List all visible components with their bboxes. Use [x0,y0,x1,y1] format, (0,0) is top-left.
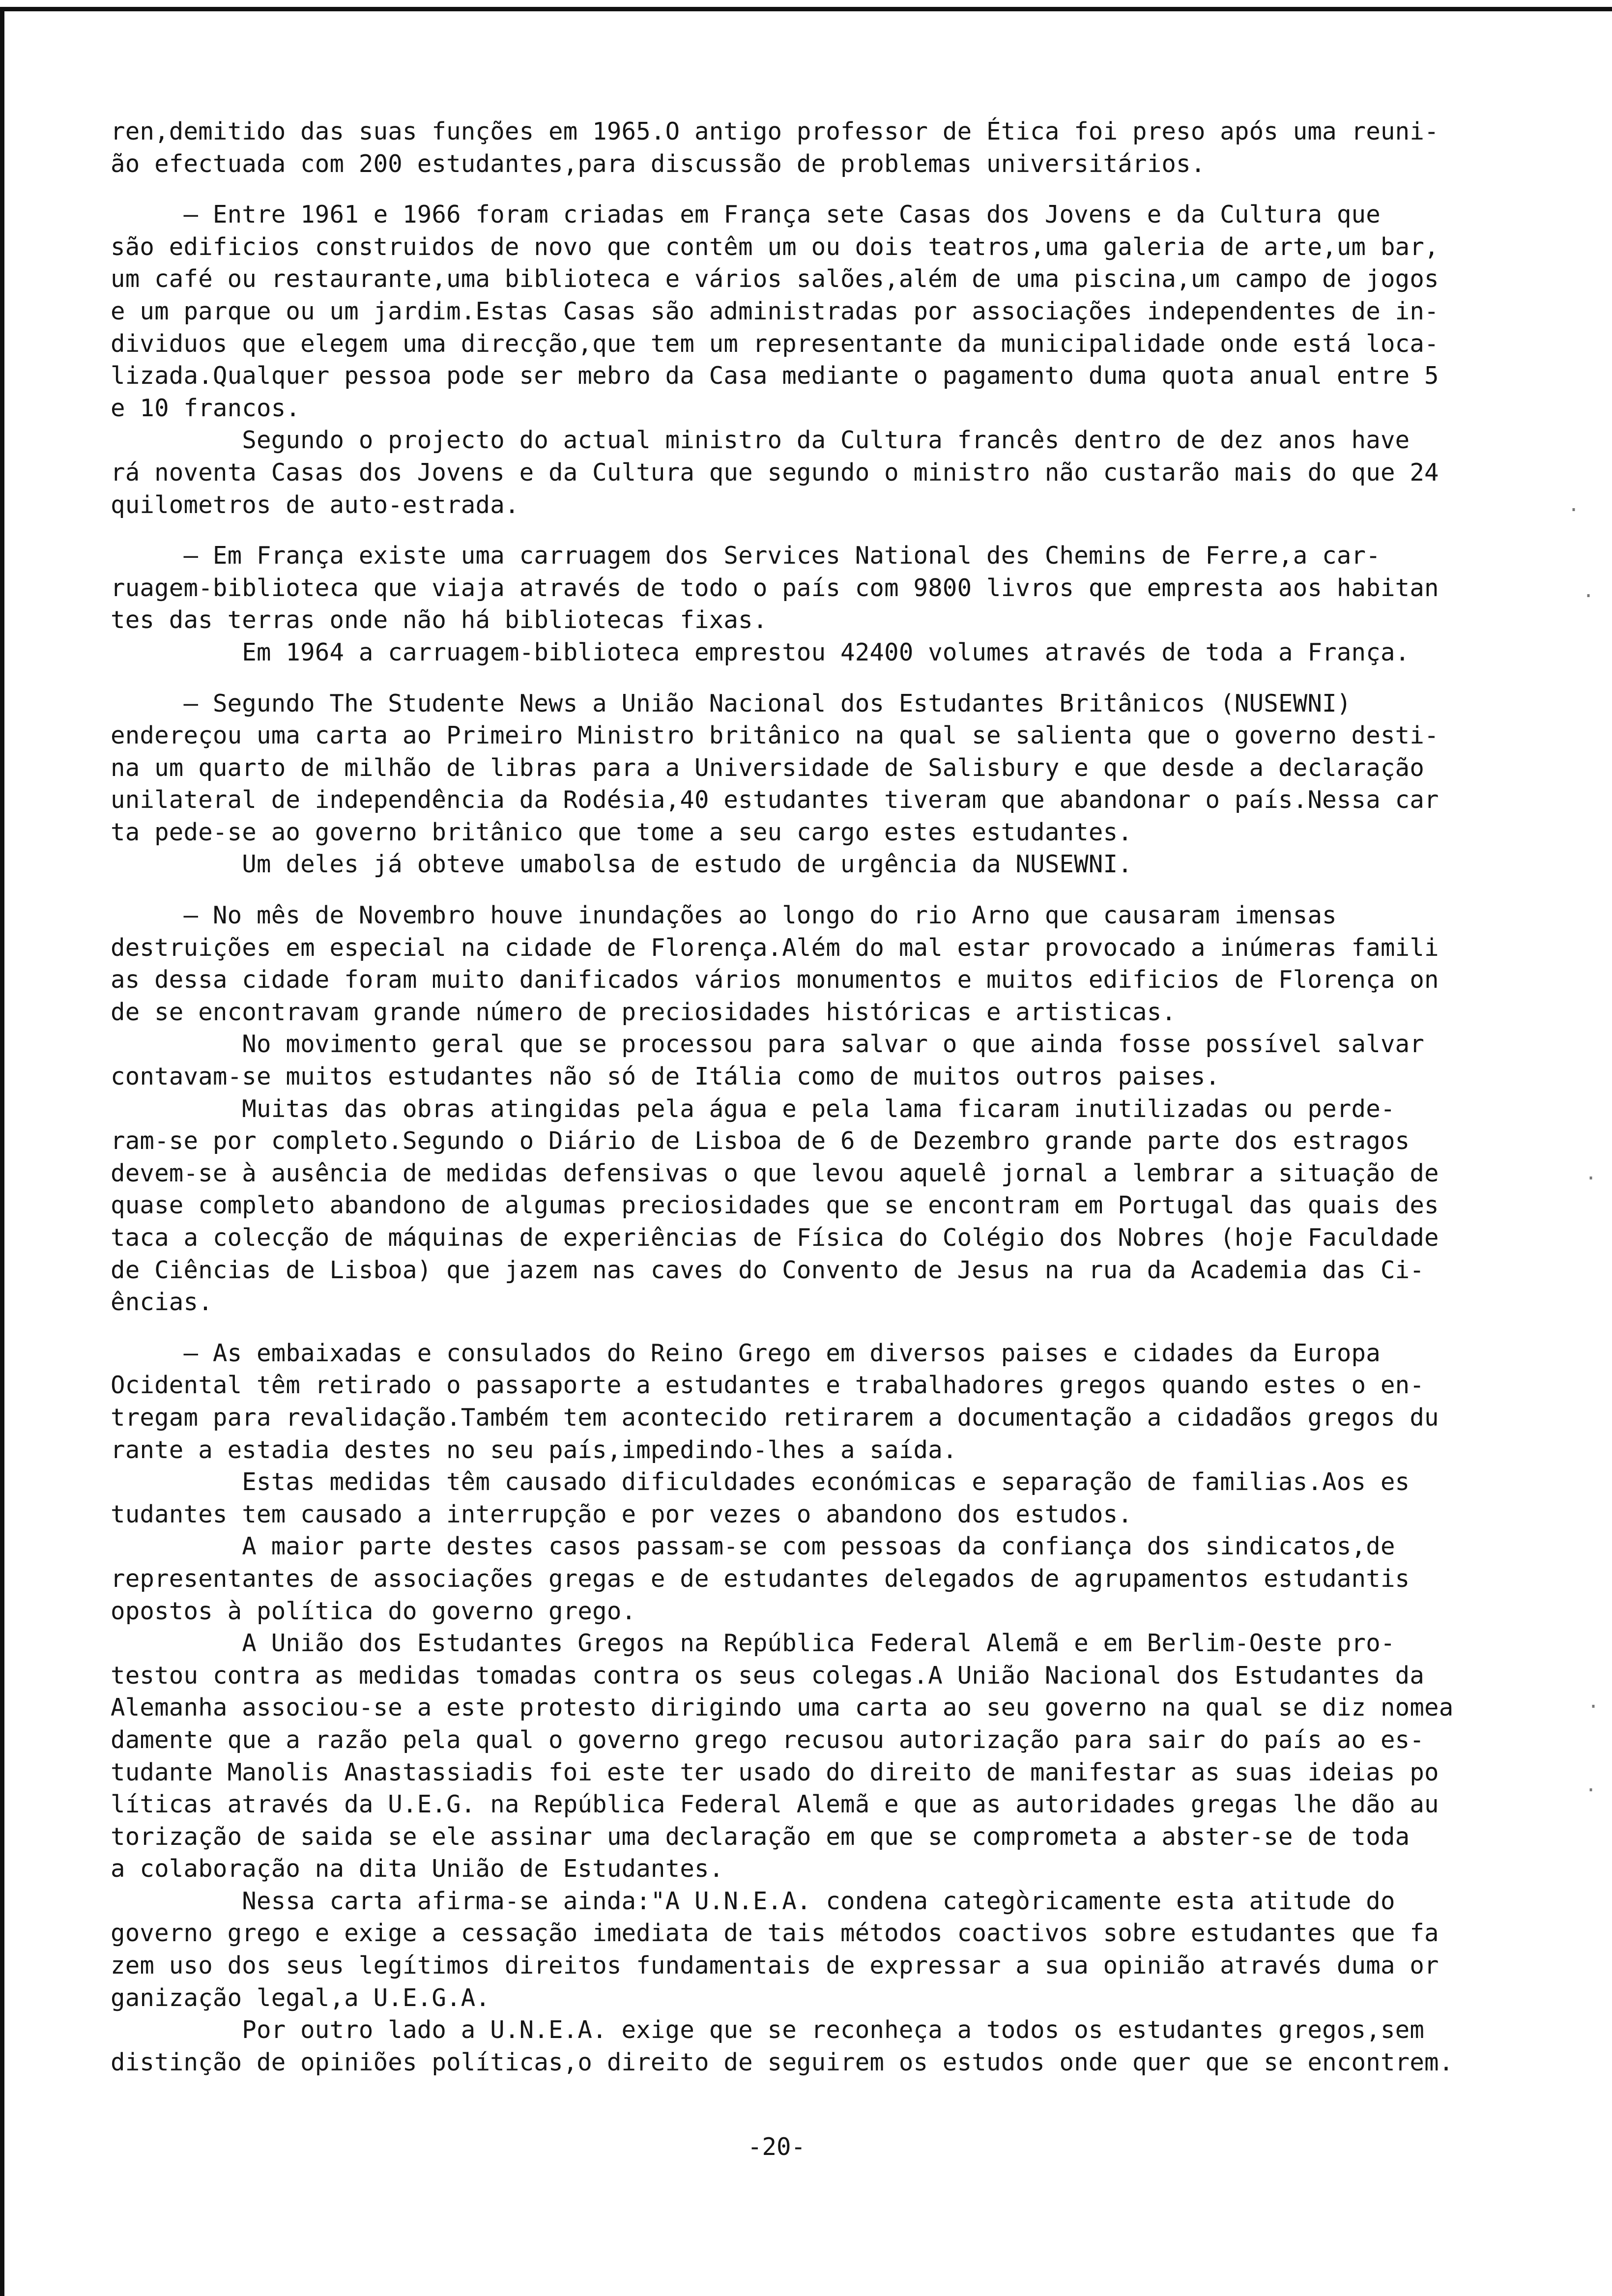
text-line: endereçou uma carta ao Primeiro Ministro britânico na qual se salienta que o governo desti- [111,721,1439,750]
text-line: quase completo abandono de algumas preciosidades que se encontram em Portugal das quais des [111,1191,1439,1220]
text-line: na um quarto de milhão de libras para a Universidade de Salisbury e que desde a declaração [111,753,1425,782]
text-line: Muitas das obras atingidas pela água e pela lama ficaram inutilizadas ou perde- [111,1094,1395,1123]
text-line: ão efectuada com 200 estudantes,para discussão de problemas universitários. [111,149,1206,178]
text-line: a colaboração na dita União de Estudantes. [111,1855,724,1883]
paragraph-block [111,115,1531,180]
scan-speck: · [1585,1167,1597,1190]
paragraph-block [111,199,1531,521]
text-line: são edificios construidos de novo que contêm um ou dois teatros,uma galeria de arte,um bar, [111,232,1439,261]
paragraph-block [111,540,1531,668]
text-line: destruições em especial na cidade de Florença.Além do mal estar provocado a inúmeras famili [111,933,1439,962]
text-line: — Entre 1961 e 1966 foram criadas em França sete Casas dos Jovens e da Cultura que [111,201,1381,229]
text-line: Estas medidas têm causado dificuldades económicas e separação de familias.Aos es [111,1468,1410,1496]
text-line: damente que a razão pela qual o governo grego recusou autorização para sair do país ao es- [111,1725,1425,1754]
text-line: de Ciências de Lisboa) que jazem nas caves do Convento de Jesus na rua da Academia das Ci- [111,1256,1425,1284]
text-line: tes das terras onde não há bibliotecas fixas. [111,606,768,634]
text-line: zem uso dos seus legítimos direitos fundamentais de expressar a sua opinião através duma or [111,1952,1439,1980]
text-line: — No mês de Novembro houve inundações ao longo do rio Arno que causaram imensas [111,901,1337,930]
text-line: lizada.Qualquer pessoa pode ser mebro da Casa mediante o pagamento duma quota anual entre 5 [111,362,1439,390]
paragraph-block [111,688,1531,881]
text-line: representantes de associações gregas e de estudantes delegados de agrupamentos estudantis [111,1564,1410,1593]
left-border-line [0,7,4,2296]
text-line: tregam para revalidação.Também tem acontecido retirarem a documentação a cidadãos gregos du [111,1403,1439,1432]
text-line: A União dos Estudantes Gregos na República Federal Alemã e em Berlim-Oeste pro- [111,1629,1395,1658]
text-line: Em 1964 a carruagem-biblioteca emprestou 42400 volumes através de toda a França. [111,638,1410,666]
text-line: torização de saida se ele assinar uma declaração em que se comprometa a abster-se de toda [111,1822,1410,1851]
text-line: — Em França existe uma carruagem dos Services National des Chemins de Ferre,a car- [111,542,1381,570]
document-body [111,115,1531,2078]
text-line: de se encontravam grande número de preciosidades históricas e artisticas. [111,998,1177,1026]
text-line: devem-se à ausência de medidas defensivas o que levou aquelê jornal a lembrar a situação de [111,1159,1439,1187]
text-line: as dessa cidade foram muito danificados vários monumentos e muitos edificios de Florença on [111,966,1439,994]
text-line: Nessa carta afirma-se ainda:"A U.N.E.A. condena categòricamente esta atitude do [111,1887,1395,1915]
text-line: taca a colecção de máquinas de experiências de Física do Colégio dos Nobres (hoje Faculdade [111,1224,1439,1252]
text-line: ren,demitido das suas funções em 1965.O antigo professor de Ética foi preso após uma reuni- [111,117,1439,145]
text-line: quilometros de auto-estrada. [111,490,519,519]
paragraph-block [111,899,1531,1319]
text-line: dividuos que elegem uma direcção,que tem um representante da municipalidade onde está loca- [111,329,1439,358]
text-line: ruagem-biblioteca que viaja através de todo o país com 9800 livros que empresta aos habitan [111,574,1439,602]
text-line: ta pede-se ao governo britânico que tome a seu cargo estes estudantes. [111,818,1133,846]
text-line: Por outro lado a U.N.E.A. exige que se reconheça a todos os estudantes gregos,sem [111,2016,1425,2044]
text-line: Um deles já obteve umabolsa de estudo de urgência da NUSEWNI. [111,850,1133,879]
text-line: opostos à política do governo grego. [111,1597,636,1625]
text-line: unilateral de independência da Rodésia,40 estudantes tiveram que abandonar o país.Nessa car [111,786,1439,814]
text-line: tudantes tem causado a interrupção e por vezes o abandono dos estudos. [111,1500,1133,1528]
text-line: distinção de opiniões políticas,o direito de seguirem os estudos onde quer que se encontrem. [111,2048,1454,2076]
text-line: rá noventa Casas dos Jovens e da Cultura que segundo o ministro não custarão mais do que 24 [111,458,1439,487]
text-line: contavam-se muitos estudantes não só de Itália como de muitos outros paises. [111,1062,1220,1091]
text-line: — As embaixadas e consulados do Reino Grego em diversos paises e cidades da Europa [111,1339,1381,1367]
text-line: Segundo o projecto do actual ministro da Cultura francês dentro de dez anos have [111,426,1410,455]
text-line: ências. [111,1288,213,1317]
scan-speck: · [1568,499,1580,521]
text-line: e 10 francos. [111,394,301,422]
text-line: testou contra as medidas tomadas contra os seus colegas.A União Nacional dos Estudantes da [111,1661,1425,1690]
text-line: tudante Manolis Anastassiadis foi este ter usado do direito de manifestar as suas ideias po [111,1758,1439,1786]
text-line: A maior parte destes casos passam-se com pessoas da confiança dos sindicatos,de [111,1532,1395,1561]
paragraph-block [111,1337,1531,2079]
top-border-line [0,7,1612,11]
text-line: ram-se por completo.Segundo o Diário de Lisboa de 6 de Dezembro grande parte dos estragos [111,1127,1410,1155]
scan-speck: · [1583,585,1595,607]
text-line: ganização legal,a U.E.G.A. [111,1983,490,2012]
text-line: líticas através da U.E.G. na República Federal Alemã e que as autoridades gregas lhe dão au [111,1790,1439,1819]
scan-speck: · [1587,1695,1600,1718]
text-line: Alemanha associou-se a este protesto dirigindo uma carta ao seu governo na qual se diz nomea [111,1693,1454,1722]
page-number: -20- [747,2133,806,2161]
scan-speck: · [1585,1779,1597,1802]
text-line: e um parque ou um jardim.Estas Casas são administradas por associações independentes de in- [111,297,1439,325]
text-line: um café ou restaurante,uma biblioteca e vários salões,além de uma piscina,um campo de jogos [111,265,1439,293]
text-line: rante a estadia destes no seu país,impedindo-lhes a saída. [111,1435,957,1464]
text-line: Ocidental têm retirado o passaporte a estudantes e trabalhadores gregos quando estes o en- [111,1371,1425,1400]
text-line: No movimento geral que se processou para salvar o que ainda fosse possível salvar [111,1030,1425,1059]
text-line: governo grego e exige a cessação imediata de tais métodos coactivos sobre estudantes que fa [111,1919,1439,1948]
text-line: — Segundo The Studente News a União Nacional dos Estudantes Britânicos (NUSEWNI) [111,689,1352,718]
